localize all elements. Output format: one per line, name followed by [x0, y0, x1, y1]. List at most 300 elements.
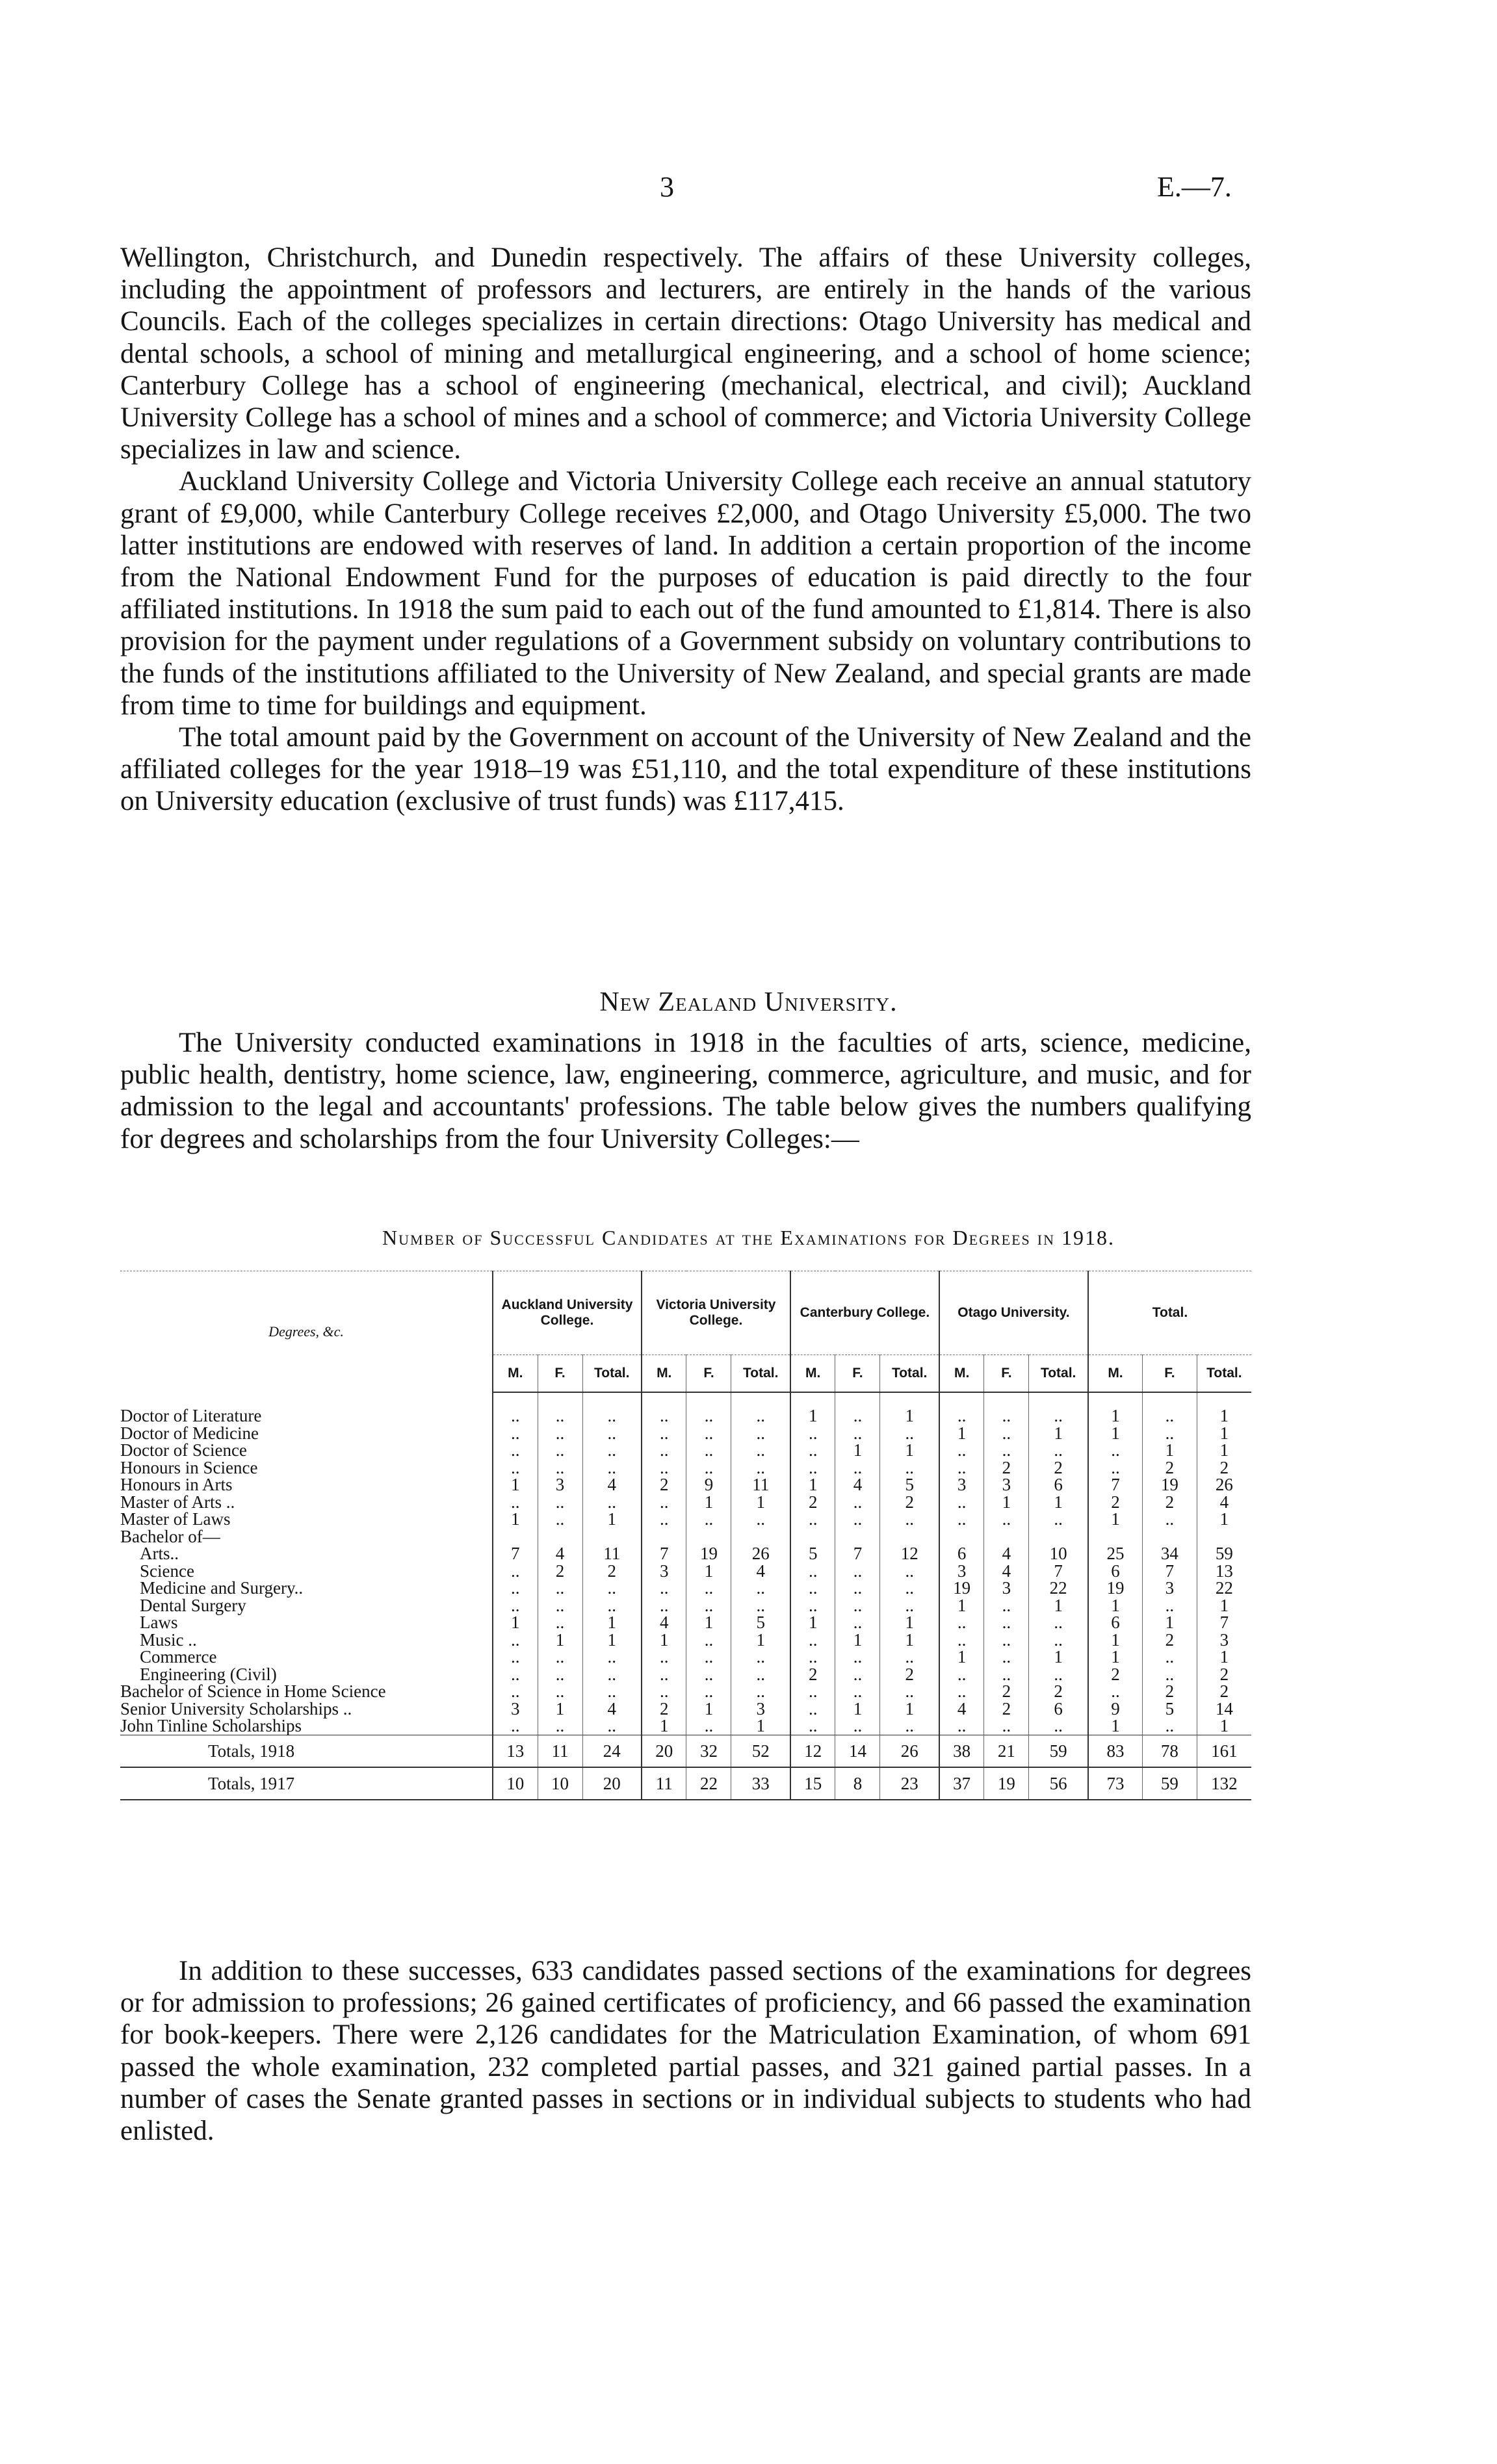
table-cell [582, 1528, 642, 1546]
table-cell: .. [1029, 1631, 1088, 1649]
group-header-victoria: Victoria University College. [642, 1271, 790, 1355]
table-cell: .. [939, 1717, 984, 1735]
table-cell: 1 [939, 1425, 984, 1442]
table-cell: 4 [835, 1476, 880, 1494]
table-cell: .. [686, 1648, 731, 1666]
table-cell: .. [984, 1717, 1029, 1735]
table-cell: .. [731, 1511, 790, 1528]
table-cell: 1 [1197, 1425, 1251, 1442]
row-label: Arts.. [140, 1544, 179, 1563]
table-cell: .. [880, 1425, 939, 1442]
table-cell: .. [731, 1666, 790, 1683]
table-cell: .. [835, 1683, 880, 1700]
table-cell: .. [939, 1631, 984, 1649]
table-cell: 1 [493, 1511, 538, 1528]
table-cell: 4 [731, 1563, 790, 1580]
table-cell: 1 [880, 1407, 939, 1425]
table-cell: .. [538, 1442, 582, 1459]
row-label: Senior University Scholarships .. [120, 1698, 352, 1718]
subcol-header-f: F. [1143, 1355, 1197, 1393]
table-cell: .. [538, 1459, 582, 1477]
table-cell: 3 [642, 1563, 686, 1580]
table-cell: .. [642, 1407, 686, 1425]
table-cell [731, 1528, 790, 1546]
table-cell: 26 [1197, 1476, 1251, 1494]
table-cell: 6 [1088, 1614, 1143, 1631]
table-cell: .. [686, 1407, 731, 1425]
table-cell: 1 [493, 1476, 538, 1494]
table-cell: 19 [1143, 1476, 1197, 1494]
table-cell: 1 [1029, 1597, 1088, 1615]
table-cell: 1 [1088, 1717, 1143, 1735]
table-cell: .. [582, 1459, 642, 1477]
table-row [120, 1631, 1251, 1649]
subcol-header-f: F. [835, 1355, 880, 1393]
table-cell: 10 [493, 1767, 538, 1800]
table-cell: .. [984, 1631, 1029, 1649]
table-cell: .. [493, 1648, 538, 1666]
table-cell: 3 [731, 1700, 790, 1718]
table-cell: 56 [1029, 1767, 1088, 1800]
table-cell: .. [731, 1648, 790, 1666]
table-cell [984, 1528, 1029, 1546]
table-row [120, 1767, 1251, 1800]
table-cell: .. [984, 1614, 1029, 1631]
degrees-column-header: Degrees, &c. [120, 1271, 493, 1393]
table-cell: .. [1029, 1407, 1088, 1425]
table-cell: .. [984, 1597, 1029, 1615]
table-cell: .. [582, 1648, 642, 1666]
table-cell: 1 [790, 1476, 835, 1494]
table-cell: 11 [642, 1767, 686, 1800]
table-row [120, 1494, 1251, 1511]
table-cell: 1 [582, 1614, 642, 1631]
table-cell: .. [790, 1563, 835, 1580]
table-cell: .. [880, 1597, 939, 1615]
table-cell: 8 [835, 1767, 880, 1800]
table-cell: .. [1143, 1717, 1197, 1735]
table-row [120, 1545, 1251, 1563]
table-cell: 2 [538, 1563, 582, 1580]
table-cell: .. [1143, 1648, 1197, 1666]
table-cell: .. [939, 1459, 984, 1477]
table-cell: 52 [731, 1735, 790, 1767]
table-cell: 1 [642, 1717, 686, 1735]
row-label: Medicine and Surgery.. [140, 1578, 304, 1598]
table-cell: .. [939, 1511, 984, 1528]
subcol-header-f: F. [538, 1355, 582, 1393]
table-cell: .. [835, 1648, 880, 1666]
table-cell: 3 [984, 1476, 1029, 1494]
table-cell: .. [538, 1717, 582, 1735]
table-cell: 1 [731, 1494, 790, 1511]
table-cell: .. [686, 1511, 731, 1528]
table-cell: .. [493, 1666, 538, 1683]
subcol-header-total: Total. [880, 1355, 939, 1393]
table-cell: 1 [1197, 1442, 1251, 1459]
table-cell: 1 [984, 1494, 1029, 1511]
table-row [120, 1597, 1251, 1615]
table-cell: .. [790, 1579, 835, 1597]
table-cell: .. [835, 1459, 880, 1477]
table-cell: .. [686, 1597, 731, 1615]
table-cell: .. [1029, 1717, 1088, 1735]
table-cell: 11 [538, 1735, 582, 1767]
table-row [120, 1511, 1251, 1528]
table-cell: .. [642, 1494, 686, 1511]
table-cell: .. [493, 1494, 538, 1511]
table-cell: 2 [1197, 1683, 1251, 1700]
table-cell: 4 [939, 1700, 984, 1718]
table-cell: .. [493, 1631, 538, 1649]
table-cell: 2 [880, 1494, 939, 1511]
page-number: 3 [660, 171, 674, 203]
table-cell: 11 [731, 1476, 790, 1494]
subcol-header-m: M. [1088, 1355, 1143, 1393]
table-cell: .. [1143, 1666, 1197, 1683]
table-cell: .. [686, 1459, 731, 1477]
table-cell: 1 [538, 1700, 582, 1718]
table-cell: 14 [1197, 1700, 1251, 1718]
table-cell: .. [642, 1579, 686, 1597]
table-cell: 1 [582, 1631, 642, 1649]
table-cell: .. [493, 1597, 538, 1615]
table-cell: .. [939, 1683, 984, 1700]
table-cell: 2 [984, 1700, 1029, 1718]
table-cell: .. [731, 1442, 790, 1459]
table-cell: .. [984, 1666, 1029, 1683]
subcol-header-total: Total. [1197, 1355, 1251, 1393]
table-row [120, 1648, 1251, 1666]
table-cell: 2 [1029, 1459, 1088, 1477]
table-cell: .. [880, 1511, 939, 1528]
table-cell: .. [642, 1597, 686, 1615]
table-cell: 15 [790, 1767, 835, 1800]
row-label: Master of Arts .. [120, 1492, 235, 1512]
additional-successes-section [120, 1955, 1251, 2147]
table-cell: .. [731, 1407, 790, 1425]
table-cell: 7 [1197, 1614, 1251, 1631]
table-cell: .. [1088, 1442, 1143, 1459]
table-cell: .. [835, 1563, 880, 1580]
spacer-cell [582, 1392, 642, 1407]
table-cell: 132 [1197, 1767, 1251, 1800]
table-cell: 2 [1197, 1459, 1251, 1477]
table-cell: .. [1143, 1425, 1197, 1442]
table-cell: .. [642, 1511, 686, 1528]
table-cell: .. [493, 1425, 538, 1442]
table-row [120, 1425, 1251, 1442]
table-cell: 11 [582, 1545, 642, 1563]
table-cell: .. [538, 1425, 582, 1442]
table-cell: .. [582, 1666, 642, 1683]
paragraph: The total amount paid by the Government on account of the University of New Zealand and the affiliated colleges for the year 1918–19 was £51,110, and the total expenditure of these institutions on University education (exclusive of trust funds) was £117,415. [120, 722, 1251, 817]
table-cell: 3 [1197, 1631, 1251, 1649]
table-cell [1029, 1528, 1088, 1546]
row-label: Master of Laws [120, 1509, 231, 1529]
table-cell: .. [984, 1442, 1029, 1459]
table-cell: 1 [1143, 1442, 1197, 1459]
table-cell: .. [835, 1666, 880, 1683]
table-cell: .. [731, 1597, 790, 1615]
spacer-cell [1197, 1392, 1251, 1407]
table-cell: 2 [790, 1666, 835, 1683]
table-cell: .. [939, 1614, 984, 1631]
table-cell: 2 [984, 1683, 1029, 1700]
table-cell: 1 [1029, 1425, 1088, 1442]
table-cell: .. [835, 1511, 880, 1528]
table-cell: 12 [790, 1735, 835, 1767]
table-cell: 1 [1197, 1407, 1251, 1425]
spacer-cell [120, 1392, 493, 1407]
table-cell: 5 [731, 1614, 790, 1631]
table-cell: .. [984, 1511, 1029, 1528]
subcol-header-m: M. [642, 1355, 686, 1393]
spacer-cell [880, 1392, 939, 1407]
paragraph: The University conducted examinations in 1918 in the faculties of arts, science, medicine, public health, dentistry, home science, law, engineering, commerce, agriculture, and music, and for admission to the legal and accountants' professions. The table below gives the numbers qualifying for degrees and scholarships from the four University Colleges:— [120, 1028, 1251, 1154]
table-row [120, 1666, 1251, 1683]
table-cell: .. [880, 1683, 939, 1700]
paragraph: Auckland University College and Victoria University College each receive an annual statutory grant of £9,000, while Canterbury College receives £2,000, and Otago University £5,000. The two latter institutions are endowed with reserves of land. In addition a certain proportion of the income from the National Endowment Fund for the purposes of education is paid directly to the four affiliated institutions. In 1918 the sum paid to each out of the fund amounted to £1,814. There is also provision for the payment under regulations of a Government subsidy on voluntary contributions to the funds of the institutions affiliated to the University of New Zealand, and special grants are made from time to time for buildings and equipment. [120, 466, 1251, 721]
table-cell: .. [493, 1442, 538, 1459]
table-cell: .. [686, 1666, 731, 1683]
spacer-cell [1029, 1392, 1088, 1407]
row-label: Laws [140, 1613, 178, 1632]
table-cell: .. [642, 1683, 686, 1700]
subcol-header-f: F. [984, 1355, 1029, 1393]
table-cell: .. [880, 1579, 939, 1597]
table-cell: 1 [790, 1614, 835, 1631]
table-cell: 161 [1197, 1735, 1251, 1767]
table-cell: 1 [1197, 1597, 1251, 1615]
table-cell: 6 [1088, 1563, 1143, 1580]
table-cell: .. [686, 1579, 731, 1597]
table-cell: .. [686, 1442, 731, 1459]
table-row [120, 1563, 1251, 1580]
table-cell: 2 [984, 1459, 1029, 1477]
table-cell: 10 [538, 1767, 582, 1800]
table-cell: 2 [790, 1494, 835, 1511]
table-row [120, 1700, 1251, 1718]
degrees-table [120, 1271, 1251, 1800]
table-cell: 2 [1143, 1459, 1197, 1477]
table-cell: 3 [939, 1476, 984, 1494]
row-label: Honours in Science [120, 1457, 258, 1477]
table-row [120, 1735, 1251, 1767]
table-cell: 4 [582, 1700, 642, 1718]
table-cell: 1 [1088, 1425, 1143, 1442]
table-row [120, 1579, 1251, 1597]
table-cell: 23 [880, 1767, 939, 1800]
table-cell: 1 [1088, 1407, 1143, 1425]
table-cell [939, 1528, 984, 1546]
subcol-header-f: F. [686, 1355, 731, 1393]
table-cell: .. [731, 1579, 790, 1597]
table-cell: 59 [1143, 1767, 1197, 1800]
table-row [120, 1442, 1251, 1459]
table-cell: 4 [582, 1476, 642, 1494]
spacer-row [120, 1392, 1251, 1407]
table-cell: .. [835, 1717, 880, 1735]
table-cell: 9 [1088, 1700, 1143, 1718]
table-cell: 26 [731, 1545, 790, 1563]
table-cell: 1 [880, 1614, 939, 1631]
table-row [120, 1528, 1251, 1546]
table-cell: 1 [939, 1648, 984, 1666]
spacer-cell [731, 1392, 790, 1407]
table-cell: 1 [731, 1717, 790, 1735]
table-cell: 22 [686, 1767, 731, 1800]
table-cell: 1 [1143, 1614, 1197, 1631]
table-row [120, 1407, 1251, 1425]
table-cell: .. [1088, 1459, 1143, 1477]
table-cell: 4 [1197, 1494, 1251, 1511]
table-cell: 2 [1143, 1631, 1197, 1649]
table-cell: .. [642, 1666, 686, 1683]
table-cell: .. [538, 1579, 582, 1597]
table-cell: .. [538, 1597, 582, 1615]
table-cell: .. [790, 1597, 835, 1615]
table-cell: 1 [731, 1631, 790, 1649]
subcol-header-total: Total. [731, 1355, 790, 1393]
row-label: Engineering (Civil) [140, 1664, 277, 1684]
table-cell: .. [538, 1511, 582, 1528]
table-cell: .. [582, 1442, 642, 1459]
table-cell: 19 [686, 1545, 731, 1563]
table-cell: .. [538, 1614, 582, 1631]
subcol-header-m: M. [939, 1355, 984, 1393]
table-cell: .. [880, 1648, 939, 1666]
table-cell: 5 [880, 1476, 939, 1494]
table-cell [835, 1528, 880, 1546]
table-cell: 6 [1029, 1700, 1088, 1718]
table-cell: 2 [1088, 1666, 1143, 1683]
table-cell: 1 [493, 1614, 538, 1631]
table-cell: .. [1029, 1511, 1088, 1528]
table-cell: .. [1088, 1683, 1143, 1700]
table-cell: 3 [1143, 1579, 1197, 1597]
table-cell: 34 [1143, 1545, 1197, 1563]
table-cell: .. [582, 1425, 642, 1442]
table-cell: .. [538, 1494, 582, 1511]
table-cell: 2 [1197, 1666, 1251, 1683]
table-title: Number of Successful Candidates at the Examinations for Degrees in 1918. [382, 1226, 1115, 1249]
paragraph: Wellington, Christchurch, and Dunedin respectively. The affairs of these University colleges, including the appointment of professors and lecturers, are entirely in the hands of the various Councils. Each of the colleges specializes in certain directions: Otago University has medical and dental schools, a school of mining and metallurgical engineering, and a school of home science; Canterbury College has a school of engineering (mechanical, electrical, and civil); Auckland University College has a school of mines and a school of commerce; and Victoria University College specializes in law and science. [120, 242, 1251, 465]
table-cell: 4 [984, 1545, 1029, 1563]
table-cell: 1 [1088, 1631, 1143, 1649]
spacer-cell [493, 1392, 538, 1407]
table-cell: 12 [880, 1545, 939, 1563]
intro-section [120, 242, 1251, 818]
row-label: Honours in Arts [120, 1475, 233, 1494]
group-header-canterbury: Canterbury College. [790, 1271, 939, 1355]
table-cell: .. [493, 1459, 538, 1477]
table-cell: 1 [835, 1442, 880, 1459]
table-cell: 7 [1143, 1563, 1197, 1580]
table-cell: 3 [939, 1563, 984, 1580]
table-cell: 2 [642, 1476, 686, 1494]
table-cell: 2 [1088, 1494, 1143, 1511]
table-cell: .. [984, 1407, 1029, 1425]
table-cell: 6 [1029, 1476, 1088, 1494]
table-cell: .. [984, 1425, 1029, 1442]
table-cell: .. [790, 1648, 835, 1666]
table-cell: 3 [538, 1476, 582, 1494]
table-cell: 3 [984, 1579, 1029, 1597]
table-cell: .. [1143, 1407, 1197, 1425]
paragraph: In addition to these successes, 633 candidates passed sections of the examinations for degrees or for admission to professions; 26 gained certificates of proficiency, and 66 passed the examination for book-keepers. There were 2,126 candidates for the Matriculation Examination, of whom 691 passed the whole examination, 232 completed partial passes, and 321 gained partial passes. In a number of cases the Senate granted passes in sections or in individual subjects to students who had enlisted. [120, 1956, 1251, 2147]
row-label: Commerce [140, 1647, 217, 1666]
table-cell: 20 [582, 1767, 642, 1800]
table-row [120, 1614, 1251, 1631]
table-cell: 73 [1088, 1767, 1143, 1800]
spacer-cell [984, 1392, 1029, 1407]
table-cell: 1 [1029, 1648, 1088, 1666]
table-cell: 1 [582, 1511, 642, 1528]
table-cell: .. [493, 1563, 538, 1580]
row-label: Totals, 1917 [120, 1767, 493, 1800]
table-body [120, 1392, 1251, 1800]
table-cell: .. [686, 1717, 731, 1735]
spacer-cell [1088, 1392, 1143, 1407]
table-cell: .. [790, 1631, 835, 1649]
table-cell: 1 [880, 1442, 939, 1459]
table-cell: 19 [939, 1579, 984, 1597]
spacer-cell [1143, 1392, 1197, 1407]
spacer-cell [790, 1392, 835, 1407]
table-cell: 24 [582, 1735, 642, 1767]
table-cell: .. [538, 1683, 582, 1700]
table-cell: 2 [582, 1563, 642, 1580]
table-cell: .. [493, 1717, 538, 1735]
spacer-cell [538, 1392, 582, 1407]
table-cell: .. [731, 1683, 790, 1700]
table-cell: .. [939, 1666, 984, 1683]
table-cell: 78 [1143, 1735, 1197, 1767]
table-cell: .. [642, 1425, 686, 1442]
row-label: Dental Surgery [140, 1595, 246, 1615]
table-cell: 59 [1197, 1545, 1251, 1563]
table-cell: 4 [984, 1563, 1029, 1580]
table-cell: .. [835, 1494, 880, 1511]
table-cell: 1 [939, 1597, 984, 1615]
table-cell: .. [1029, 1666, 1088, 1683]
table-cell: 1 [1088, 1648, 1143, 1666]
row-label: Music .. [140, 1629, 197, 1650]
table-cell: .. [1143, 1511, 1197, 1528]
spacer-cell [642, 1392, 686, 1407]
table-cell: .. [642, 1648, 686, 1666]
table-cell: .. [835, 1614, 880, 1631]
table-cell [493, 1528, 538, 1546]
table-cell: .. [835, 1597, 880, 1615]
table-cell: 1 [1197, 1648, 1251, 1666]
row-label: Doctor of Medicine [120, 1423, 259, 1443]
table-cell: .. [880, 1717, 939, 1735]
table-cell: .. [493, 1683, 538, 1700]
table-cell [790, 1528, 835, 1546]
table-cell: 33 [731, 1767, 790, 1800]
table-cell: .. [642, 1459, 686, 1477]
table-cell: 37 [939, 1767, 984, 1800]
row-label: Bachelor of— [120, 1526, 220, 1546]
spacer-cell [686, 1392, 731, 1407]
table-cell: 1 [835, 1631, 880, 1649]
table-cell: .. [538, 1407, 582, 1425]
table-cell: 38 [939, 1735, 984, 1767]
row-label: Doctor of Literature [120, 1406, 262, 1425]
table-cell: 1 [1029, 1494, 1088, 1511]
